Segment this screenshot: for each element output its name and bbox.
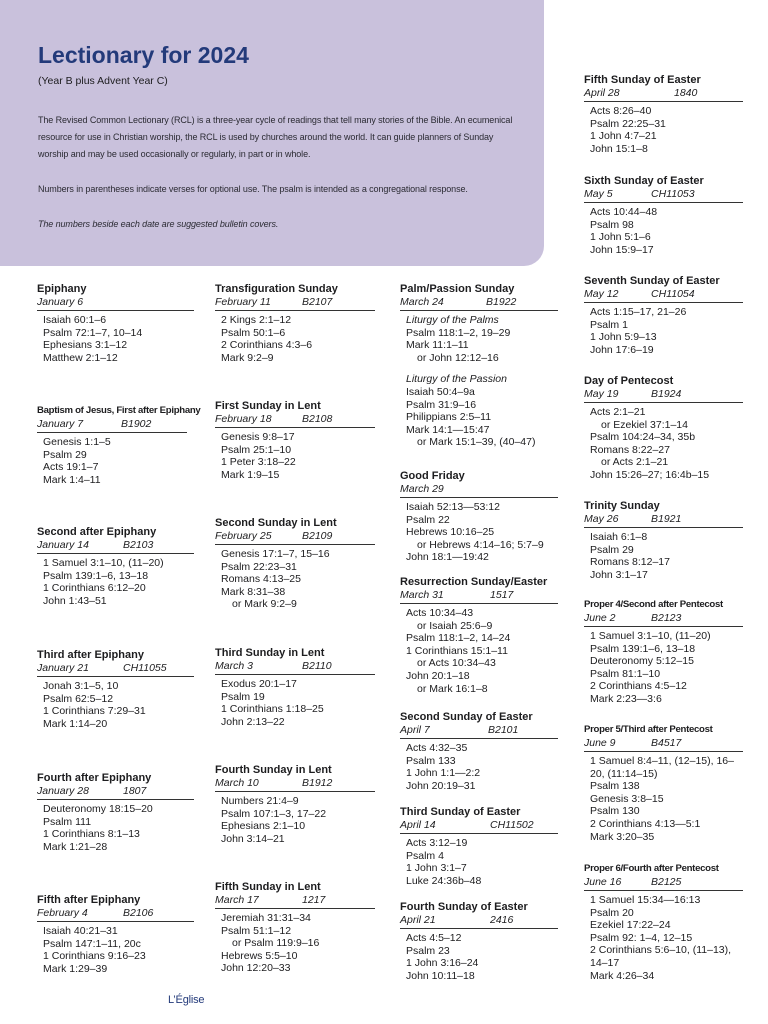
- bulletin-code: CH11055: [123, 662, 167, 674]
- reading: 1 Samuel 15:34—16:13: [590, 894, 701, 906]
- sunday-name: Sixth Sunday of Easter: [584, 175, 704, 187]
- sunday-name: Fifth Sunday in Lent: [215, 881, 321, 893]
- sunday-name: Seventh Sunday of Easter: [584, 275, 720, 287]
- sunday-date-row: [584, 513, 743, 528]
- reading: Mark 1:29–39: [43, 962, 108, 975]
- sunday-date: March 3: [215, 660, 253, 672]
- reading: John 20:1–18: [406, 669, 470, 682]
- sunday-date-row: [400, 724, 558, 739]
- lectionary-entry-transfiguration-sunday: [215, 282, 375, 364]
- sunday-date-row: [400, 819, 558, 834]
- readings-list: [400, 837, 558, 887]
- sunday-date-row: [215, 296, 375, 311]
- bulletin-code: CH11502: [490, 819, 534, 831]
- reading: 1 John 5:1–6: [590, 231, 651, 244]
- reading: John 18:1—19:42: [406, 551, 489, 564]
- reading: Isaiah 52:13—53:12: [406, 501, 500, 513]
- sunday-name: Baptism of Jesus, First after Epiphany: [37, 405, 201, 416]
- sunday-date: February 25: [215, 530, 272, 542]
- reading: Acts 4:5–12: [406, 932, 462, 944]
- lectionary-entry-fifth-after-epiphany: [37, 893, 194, 975]
- readings-list: [584, 755, 743, 843]
- readings-list: [584, 630, 743, 706]
- reading: Mark 3:20–35: [590, 830, 655, 843]
- sunday-date: February 4: [37, 907, 88, 919]
- bulletin-code: B2101: [488, 724, 519, 736]
- reading: Deuteronomy 5:12–15: [590, 655, 694, 668]
- reading: Mark 1:21–28: [43, 840, 108, 853]
- reading: John 1:43–51: [43, 594, 107, 607]
- readings-list: [584, 105, 743, 155]
- reading: Psalm 104:24–34, 35b: [590, 431, 696, 444]
- reading: Luke 24:36b–48: [406, 874, 482, 887]
- readings-list: [400, 314, 558, 449]
- reading: Psalm 25:1–10: [221, 443, 292, 456]
- reading: Psalm 107:1–3, 17–22: [221, 807, 327, 820]
- sunday-date-row: [584, 188, 743, 203]
- reading: Jeremiah 31:31–34: [221, 912, 311, 924]
- reading: John 2:13–22: [221, 715, 285, 728]
- sunday-name: First Sunday in Lent: [215, 400, 321, 412]
- reading: 2 Kings 2:1–12: [221, 314, 292, 326]
- reading: Psalm 92: 1–4, 12–15: [590, 931, 693, 944]
- readings-list: [37, 557, 194, 607]
- reading: Acts 8:26–40: [590, 105, 652, 117]
- sunday-date: June 2: [584, 612, 616, 624]
- reading: Isaiah 40:21–31: [43, 925, 118, 937]
- reading: Ezekiel 17:22–24: [590, 919, 671, 932]
- readings-list: [37, 314, 194, 364]
- reading: 20, (11:14–15): [590, 767, 658, 780]
- reading: Hebrews 5:5–10: [221, 949, 298, 962]
- reading: 1 John 3:16–24: [406, 957, 479, 970]
- sunday-date: June 9: [584, 737, 616, 749]
- reading: Acts 10:44–48: [590, 206, 658, 218]
- sunday-name: Fourth Sunday of Easter: [400, 901, 528, 913]
- reading: or Mark 16:1–8: [417, 682, 488, 695]
- readings-list: [215, 795, 375, 845]
- reading: Acts 19:1–7: [43, 461, 99, 474]
- sunday-date-row: [215, 660, 375, 675]
- reading: or Hebrews 4:14–16; 5:7–9: [417, 538, 544, 551]
- sunday-date-row: [584, 388, 743, 403]
- reading: 1 Corinthians 15:1–11: [406, 644, 508, 657]
- lectionary-entry-epiphany: [37, 282, 194, 364]
- sunday-date: May 5: [584, 188, 613, 200]
- liturgy-heading: Liturgy of the Palms: [406, 314, 499, 326]
- reading: Matthew 2:1–12: [43, 351, 118, 364]
- bulletin-code: B1921: [651, 513, 682, 525]
- sunday-date-row: [584, 87, 743, 102]
- lectionary-entry-sixth-sunday-of-easter: [584, 174, 743, 256]
- reading: Jonah 3:1–5, 10: [43, 680, 119, 692]
- sunday-name: Third Sunday of Easter: [400, 806, 521, 818]
- lectionary-entry-second-sunday-of-easter: [400, 710, 558, 792]
- reading: Isaiah 6:1–8: [590, 531, 648, 543]
- reading: or John 12:12–16: [417, 351, 499, 364]
- reading: Psalm 1: [590, 318, 628, 331]
- reading: Genesis 3:8–15: [590, 792, 664, 805]
- reading: Psalm 81:1–10: [590, 667, 661, 680]
- sunday-date-row: [584, 876, 743, 891]
- readings-list: [215, 548, 375, 611]
- reading: Mark 1:14–20: [43, 717, 108, 730]
- lectionary-entry-fifth-sunday-in-lent: [215, 880, 375, 975]
- reading: Exodus 20:1–17: [221, 678, 297, 690]
- reading: Psalm 29: [590, 543, 634, 556]
- reading: 1 Corinthians 1:18–25: [221, 703, 324, 716]
- reading: 1 Peter 3:18–22: [221, 456, 296, 469]
- reading: Psalm 22: [406, 513, 450, 526]
- reading: Psalm 72:1–7, 10–14: [43, 326, 143, 339]
- lectionary-entry-fourth-sunday-in-lent: [215, 763, 375, 845]
- page-subtitle: (Year B plus Advent Year C): [38, 75, 168, 87]
- reading: Psalm 147:1–11, 20c: [43, 937, 141, 950]
- lectionary-entry-fourth-sunday-of-easter: [400, 900, 558, 982]
- lectionary-entry-day-of-pentecost: [584, 374, 743, 482]
- lectionary-entry-trinity-sunday: [584, 499, 743, 581]
- readings-list: [400, 742, 558, 792]
- readings-list: [584, 406, 743, 482]
- lectionary-entry-baptism-of-jesus-first-after-epiphany: [37, 404, 201, 486]
- sunday-name: Fifth after Epiphany: [37, 894, 141, 906]
- bulletin-code: B2109: [302, 530, 333, 542]
- reading: Romans 8:12–17: [590, 556, 670, 569]
- sunday-date: March 24: [400, 296, 444, 308]
- readings-list: [400, 501, 558, 564]
- sunday-date-row: [215, 530, 375, 545]
- sunday-date: January 21: [37, 662, 89, 674]
- sunday-date: April 14: [400, 819, 436, 831]
- reading: 1 John 5:9–13: [590, 331, 657, 344]
- sunday-name: Palm/Passion Sunday: [400, 283, 515, 295]
- page-title: Lectionary for 2024: [38, 42, 249, 68]
- sunday-date: May 26: [584, 513, 619, 525]
- reading: or Mark 15:1–39, (40–47): [417, 436, 536, 449]
- lectionary-entry-second-sunday-in-lent: [215, 516, 375, 611]
- reading: Acts 4:32–35: [406, 742, 468, 754]
- reading: Psalm 138: [590, 780, 640, 793]
- sunday-date: March 17: [215, 894, 259, 906]
- bulletin-code: B2123: [651, 612, 682, 624]
- reading: John 3:14–21: [221, 832, 285, 845]
- sunday-date: May 12: [584, 288, 619, 300]
- bulletin-code: 1840: [674, 87, 698, 99]
- intro-paragraph: The Revised Common Lectionary (RCL) is a three-year cycle of readings that tell many stories of the Bible. An ecumenical resource for use in Christian worship, the RCL is used by churches around the world. It can guide planners of Sunday worship and may be used occasionally or regularly, in part or in whole.: [38, 115, 513, 159]
- reading: Mark 9:2–9: [221, 351, 274, 364]
- sunday-date-row: [584, 612, 743, 627]
- bulletin-code: B1912: [302, 777, 333, 789]
- lectionary-entry-fourth-after-epiphany: [37, 771, 194, 853]
- readings-list: [215, 678, 375, 728]
- lectionary-entry-resurrection-sunday-easter: [400, 575, 558, 695]
- bulletin-code: CH11054: [651, 288, 695, 300]
- bulletin-code: B4517: [651, 737, 682, 749]
- sunday-date: February 11: [215, 296, 271, 308]
- sunday-name: Second Sunday in Lent: [215, 517, 337, 529]
- reading: John 15:1–8: [590, 142, 648, 155]
- sunday-date: January 14: [37, 539, 89, 551]
- sunday-date: April 7: [400, 724, 430, 736]
- reading: Mark 8:31–38: [221, 585, 286, 598]
- lectionary-entry-proper-5-third-after-pentecost: [584, 723, 743, 843]
- sunday-date-row: [400, 914, 558, 929]
- sunday-date-row: [215, 894, 375, 909]
- reading: 1 John 4:7–21: [590, 130, 657, 143]
- lectionary-entry-good-friday: [400, 469, 558, 564]
- reading: Deuteronomy 18:15–20: [43, 803, 153, 815]
- sunday-name: Resurrection Sunday/Easter: [400, 576, 548, 588]
- reading: 1 Samuel 3:1–10, (11–20): [43, 557, 164, 569]
- reading: John 12:20–33: [221, 962, 291, 975]
- lectionary-entry-first-sunday-in-lent: [215, 399, 375, 481]
- lectionary-entry-third-after-epiphany: [37, 648, 194, 730]
- reading: Psalm 20: [590, 906, 634, 919]
- sunday-name: Second after Epiphany: [37, 526, 157, 538]
- readings-list: [215, 314, 375, 364]
- lectionary-entry-second-after-epiphany: [37, 525, 194, 607]
- sunday-date-row: [37, 907, 194, 922]
- bulletin-note: The numbers beside each date are suggested bulletin covers.: [38, 219, 279, 229]
- reading: Acts 2:1–21: [590, 406, 646, 418]
- lectionary-entry-proper-6-fourth-after-pentecost: [584, 862, 743, 982]
- reading: Psalm 130: [590, 805, 640, 818]
- reading: John 10:11–18: [406, 969, 475, 982]
- reading: Acts 1:15–17, 21–26: [590, 306, 687, 318]
- reading: Mark 11:1–11: [406, 339, 469, 352]
- reading: Psalm 22:25–31: [590, 117, 666, 130]
- readings-list: [400, 932, 558, 982]
- readings-list: [400, 607, 558, 695]
- reading: Psalm 118:1–2, 14–24: [406, 632, 511, 645]
- readings-list: [215, 912, 375, 975]
- sunday-date-row: [37, 785, 194, 800]
- reading: or Isaiah 25:6–9: [417, 619, 493, 632]
- sunday-date-row: [584, 737, 743, 752]
- sunday-name: Second Sunday of Easter: [400, 711, 533, 723]
- reading: or Acts 2:1–21: [601, 456, 669, 469]
- reading: Genesis 9:8–17: [221, 431, 295, 443]
- reading: Ephesians 3:1–12: [43, 339, 128, 352]
- sunday-date-row: [584, 288, 743, 303]
- bulletin-code: 1217: [302, 894, 326, 906]
- reading: Hebrews 10:16–25: [406, 526, 495, 539]
- sunday-name: Third Sunday in Lent: [215, 647, 325, 659]
- sunday-name: Fourth Sunday in Lent: [215, 764, 332, 776]
- sunday-date: May 19: [584, 388, 619, 400]
- reading: Philippians 2:5–11: [406, 411, 492, 424]
- bulletin-code: 1807: [123, 785, 147, 797]
- sunday-name: Fourth after Epiphany: [37, 772, 152, 784]
- sunday-date-row: [400, 296, 558, 311]
- bulletin-code: B1922: [486, 296, 517, 308]
- reading: Psalm 133: [406, 754, 456, 767]
- readings-list: [37, 680, 194, 730]
- reading: Mark 14:1—15:47: [406, 423, 490, 436]
- reading: 1 Samuel 3:1–10, (11–20): [590, 630, 711, 642]
- notes-paragraph: Numbers in parentheses indicate verses for optional use. The psalm is intended as a congregational response.: [38, 184, 468, 194]
- readings-list: [584, 531, 743, 581]
- lectionary-entry-seventh-sunday-of-easter: [584, 274, 743, 356]
- reading: or Mark 9:2–9: [232, 598, 297, 611]
- reading: 1 Corinthians 6:12–20: [43, 582, 146, 595]
- sunday-date: March 31: [400, 589, 444, 601]
- sunday-date: June 16: [584, 876, 622, 888]
- reading: Isaiah 60:1–6: [43, 314, 107, 326]
- sunday-name: Proper 5/Third after Pentecost: [584, 724, 713, 735]
- reading: Psalm 139:1–6, 13–18: [43, 569, 149, 582]
- reading: Psalm 139:1–6, 13–18: [590, 642, 696, 655]
- reading: or Psalm 119:9–16: [232, 937, 320, 950]
- sunday-date-row: [215, 777, 375, 792]
- reading: Psalm 98: [590, 218, 634, 231]
- bulletin-code: B2103: [123, 539, 154, 551]
- reading: Psalm 31:9–16: [406, 398, 477, 411]
- lectionary-entry-fifth-sunday-of-easter: [584, 73, 743, 155]
- sunday-date: January 28: [37, 785, 89, 797]
- reading: Psalm 62:5–12: [43, 692, 114, 705]
- sunday-date: March 10: [215, 777, 259, 789]
- lectionary-entry-third-sunday-in-lent: [215, 646, 375, 728]
- lectionary-entry-palm-passion-sunday: [400, 282, 558, 449]
- sunday-name: Third after Epiphany: [37, 649, 144, 661]
- reading: 2 Corinthians 4:3–6: [221, 339, 313, 352]
- sunday-date: April 28: [584, 87, 620, 99]
- lectionary-entry-third-sunday-of-easter: [400, 805, 558, 887]
- reading: 2 Corinthians 5:6–10, (11–13),: [590, 944, 732, 957]
- reading: Psalm 4: [406, 849, 444, 862]
- bulletin-code: B2125: [651, 876, 682, 888]
- reading: Romans 4:13–25: [221, 573, 301, 586]
- sunday-name: Transfiguration Sunday: [215, 283, 338, 295]
- sunday-name: Fifth Sunday of Easter: [584, 74, 701, 86]
- sunday-date: January 6: [37, 296, 84, 308]
- reading: Psalm 111: [43, 815, 92, 828]
- reading: 14–17: [590, 956, 620, 969]
- bulletin-code: B1924: [651, 388, 682, 400]
- sunday-date-row: [37, 418, 187, 433]
- sunday-date-row: [37, 662, 194, 677]
- reading: Psalm 29: [43, 448, 87, 461]
- reading: or Acts 10:34–43: [417, 657, 496, 670]
- readings-list: [584, 206, 743, 256]
- sunday-date: April 21: [400, 914, 436, 926]
- reading: Psalm 19: [221, 690, 265, 703]
- reading: Ephesians 2:1–10: [221, 820, 306, 833]
- bulletin-code: B1902: [121, 418, 152, 430]
- reading: Mark 1:4–11: [43, 473, 101, 486]
- sunday-name: Day of Pentecost: [584, 375, 674, 387]
- reading: Psalm 51:1–12: [221, 924, 292, 937]
- readings-list: [584, 306, 743, 356]
- reading: Mark 2:23—3:6: [590, 692, 662, 705]
- reading: Mark 1:9–15: [221, 468, 280, 481]
- bulletin-code: B2110: [302, 660, 332, 672]
- reading: John 15:9–17: [590, 243, 654, 256]
- reading: 1 Corinthians 7:29–31: [43, 705, 146, 718]
- readings-list: [215, 431, 375, 481]
- readings-list: [584, 894, 743, 982]
- reading: 1 Corinthians 8:1–13: [43, 828, 140, 841]
- reading: Psalm 23: [406, 944, 450, 957]
- readings-list: [37, 925, 194, 975]
- sunday-name: Good Friday: [400, 470, 465, 482]
- sunday-name: Proper 6/Fourth after Pentecost: [584, 863, 719, 874]
- sunday-name: Proper 4/Second after Pentecost: [584, 599, 723, 610]
- bulletin-code: 2416: [490, 914, 514, 926]
- sunday-date-row: [37, 296, 194, 311]
- reading: Romans 8:22–27: [590, 443, 670, 456]
- sunday-date-row: [400, 589, 558, 604]
- publisher-logo: L’Église: [168, 994, 205, 1006]
- liturgy-heading: Liturgy of the Passion: [406, 373, 507, 386]
- reading: 1 Samuel 8:4–11, (12–15), 16–: [590, 755, 734, 767]
- bulletin-code: CH11053: [651, 188, 695, 200]
- reading: 1 Corinthians 9:16–23: [43, 950, 146, 963]
- reading: Acts 3:12–19: [406, 837, 468, 849]
- readings-list: [37, 436, 187, 486]
- reading: Psalm 118:1–2, 19–29: [406, 326, 511, 339]
- readings-list: [37, 803, 194, 853]
- sunday-date-row: [400, 483, 558, 498]
- sunday-date-row: [37, 539, 194, 554]
- reading: John 3:1–17: [590, 568, 648, 581]
- reading: Psalm 22:23–31: [221, 560, 297, 573]
- bulletin-code: 1517: [490, 589, 514, 601]
- reading: John 15:26–27; 16:4b–15: [590, 468, 710, 481]
- bulletin-code: B2107: [302, 296, 333, 308]
- bulletin-code: B2106: [123, 907, 154, 919]
- sunday-name: Trinity Sunday: [584, 500, 660, 512]
- reading: or Ezekiel 37:1–14: [601, 418, 688, 431]
- sunday-date: March 29: [400, 483, 444, 495]
- sunday-date-row: [215, 413, 375, 428]
- reading: 1 John 1:1—2:2: [406, 767, 481, 780]
- sunday-date: February 18: [215, 413, 272, 425]
- reading: Isaiah 50:4–9a: [406, 385, 475, 398]
- reading: Genesis 17:1–7, 15–16: [221, 548, 330, 560]
- bulletin-code: B2108: [302, 413, 333, 425]
- reading: Genesis 1:1–5: [43, 436, 111, 448]
- reading: John 20:19–31: [406, 779, 476, 792]
- lectionary-entry-proper-4-second-after-pentecost: [584, 598, 743, 706]
- reading: John 17:6–19: [590, 343, 654, 356]
- sunday-date: January 7: [37, 418, 84, 430]
- reading: 2 Corinthians 4:13—5:1: [590, 817, 701, 830]
- reading: 1 John 3:1–7: [406, 862, 467, 875]
- reading: Psalm 50:1–6: [221, 326, 286, 339]
- sunday-name: Epiphany: [37, 283, 87, 295]
- reading: Mark 4:26–34: [590, 969, 655, 982]
- reading: Numbers 21:4–9: [221, 795, 299, 807]
- reading: 2 Corinthians 4:5–12: [590, 680, 687, 693]
- reading: Acts 10:34–43: [406, 607, 474, 619]
